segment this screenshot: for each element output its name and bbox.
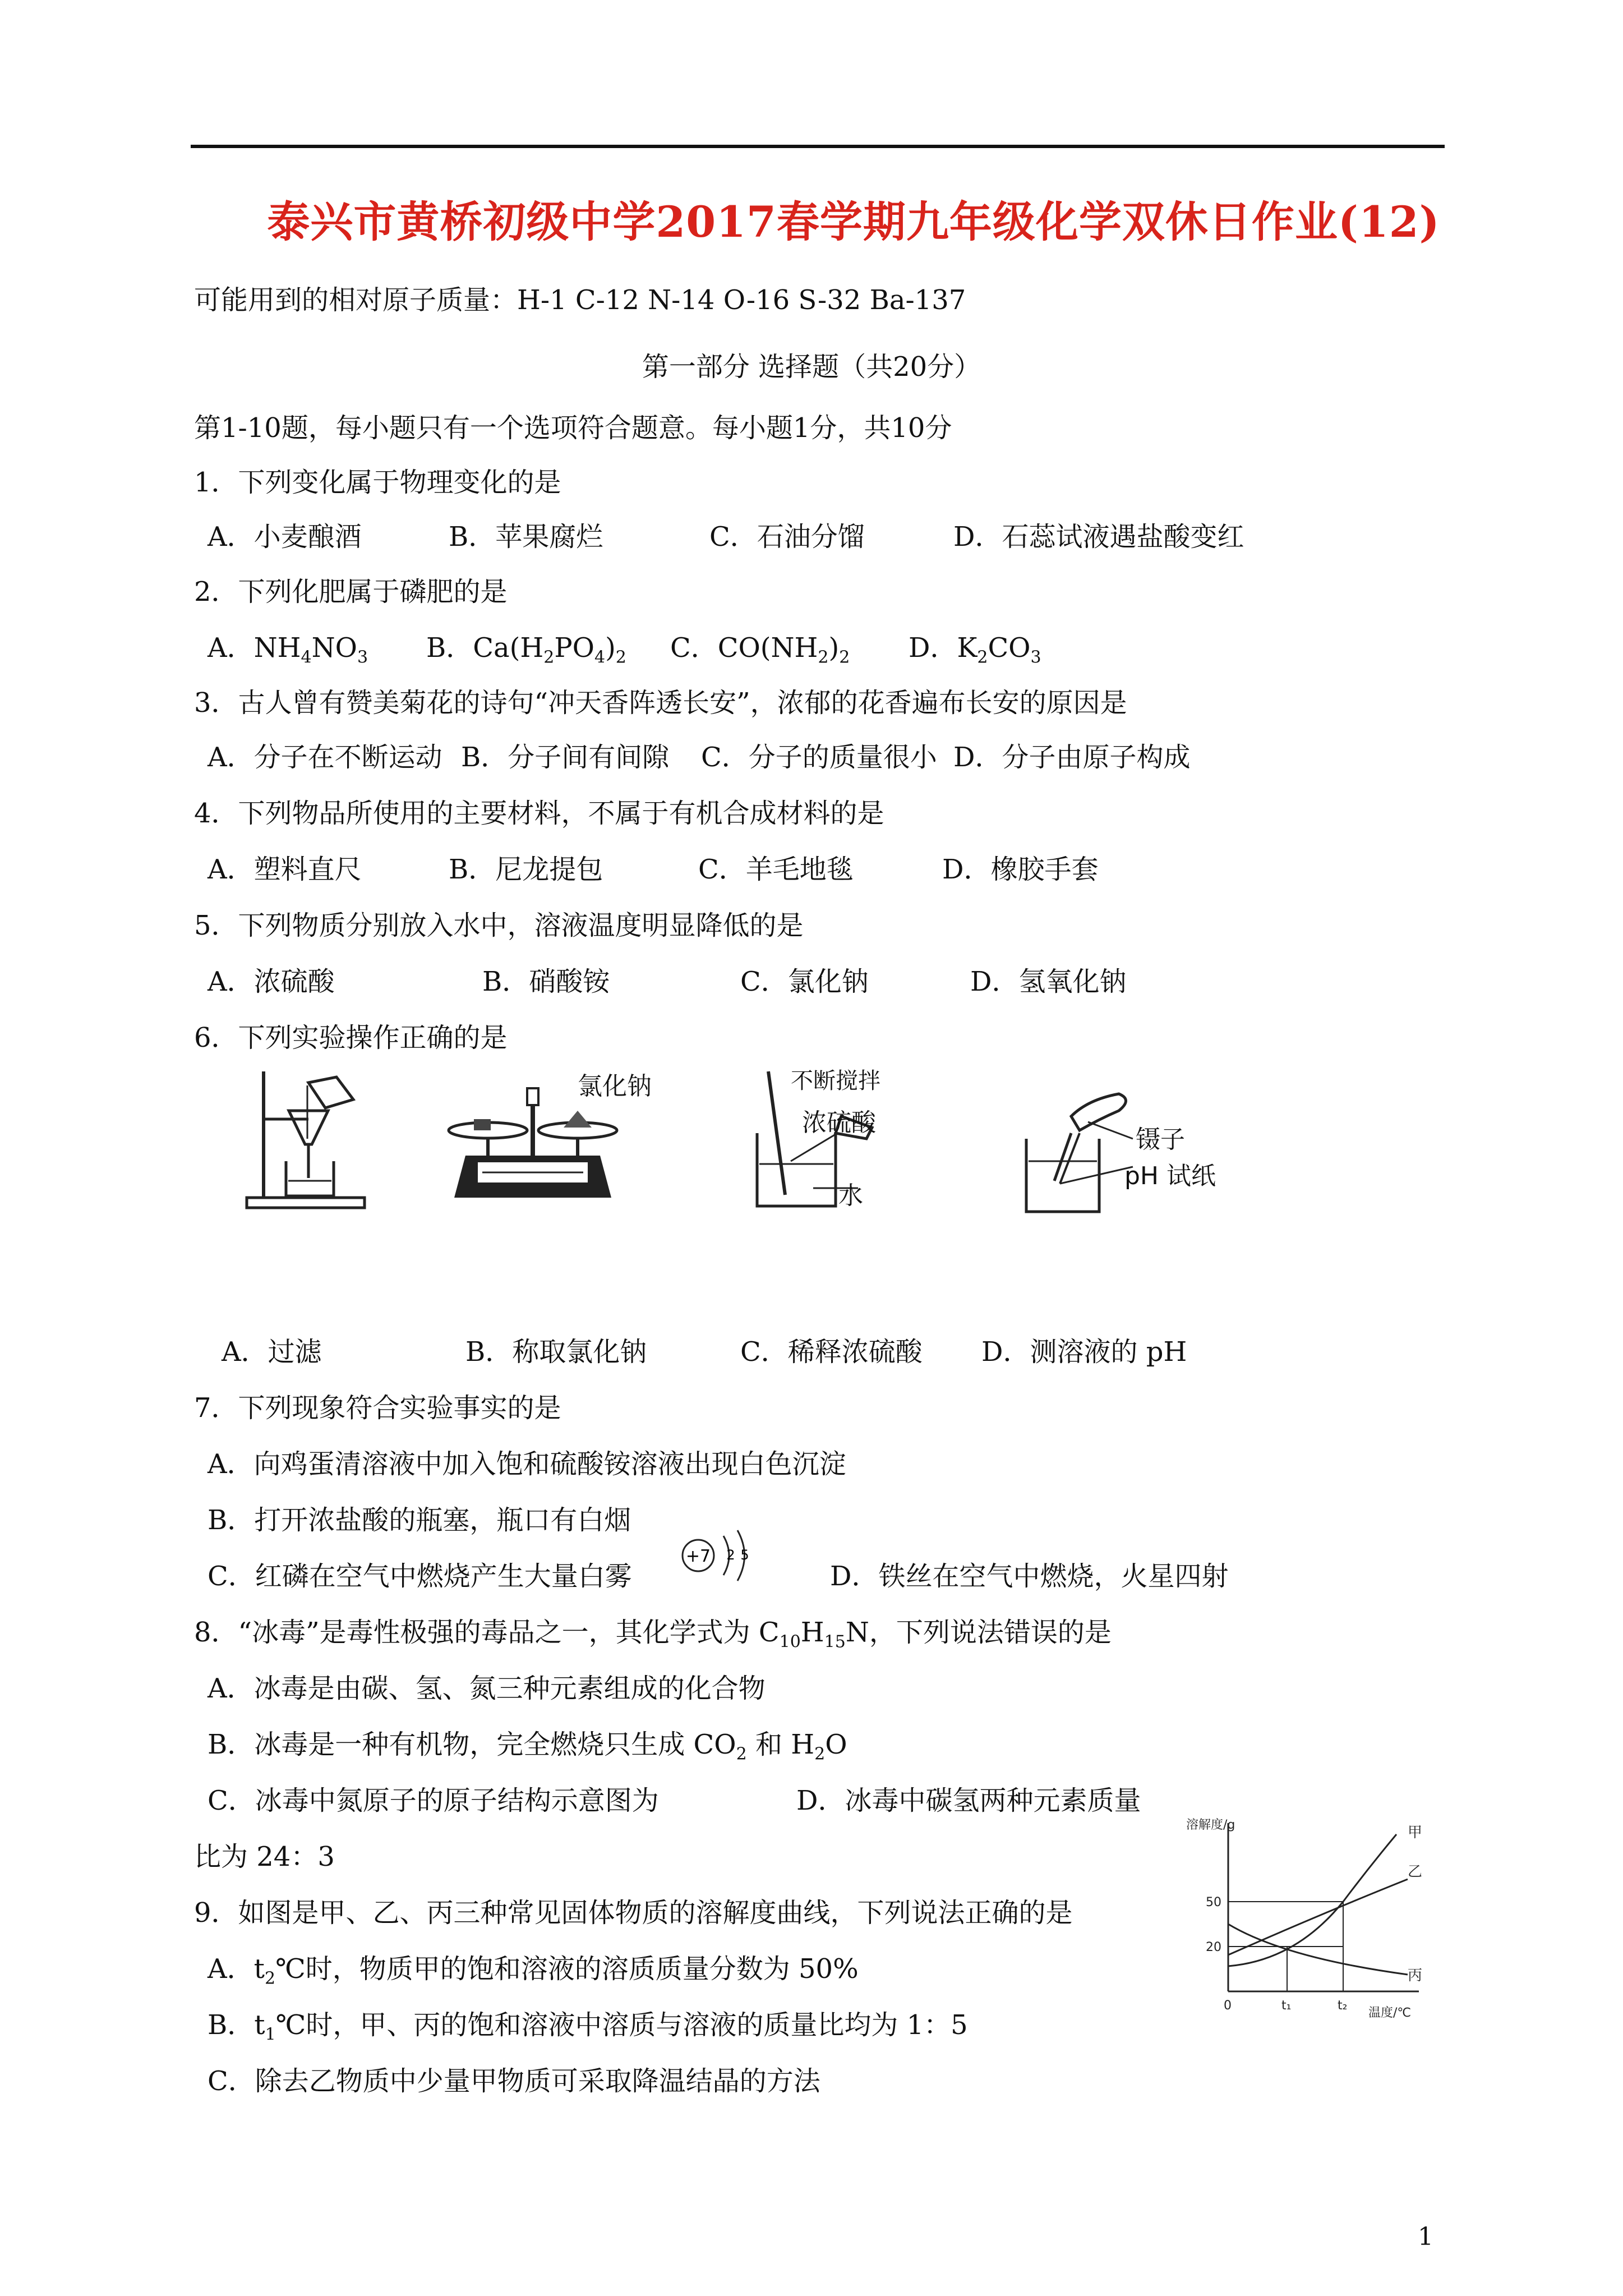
q5-stem: 5．下列物质分别放入水中，溶液温度明显降低的是 xyxy=(194,910,804,941)
atom-shell-2: 5 xyxy=(740,1547,749,1563)
q8-option-d: D．冰毒中碳氢两种元素质量 xyxy=(796,1785,1141,1816)
q9-option-b: B．$t_1℃$时，甲、丙的饱和溶液中溶质与溶液的质量比均为 1：5 xyxy=(208,2009,968,2045)
fig-d-label-tweezers: 镊子 xyxy=(1136,1125,1185,1154)
y-axis-label: 溶解度/g xyxy=(1186,1818,1235,1832)
q1-option-a: A．小麦酿酒 xyxy=(208,521,362,553)
q2-option-b: B．$Ca(H_2PO_4)_2$ xyxy=(426,632,626,668)
q4-stem: 4．下列物品所使用的主要材料，不属于有机合成材料的是 xyxy=(194,798,884,829)
atom-structure-diagram xyxy=(679,1525,763,1586)
q3-option-b: B．分子间有间隙 xyxy=(461,742,670,773)
q7-stem: 7．下列现象符合实验事实的是 xyxy=(194,1392,561,1424)
q5-option-b: B．硝酸铵 xyxy=(482,966,610,997)
q1-option-d: D．石蕊试液遇盐酸变红 xyxy=(953,521,1244,553)
header-rule xyxy=(191,145,1445,148)
series-label: 甲 xyxy=(1408,1824,1423,1841)
q3-option-c: C．分子的质量很小 xyxy=(701,742,937,773)
atom-nucleus: +7 xyxy=(685,1547,711,1566)
q7-option-a: A．向鸡蛋清溶液中加入饱和硫酸铵溶液出现白色沉淀 xyxy=(208,1448,846,1480)
x-tick-label: 0 xyxy=(1224,1999,1232,2013)
atom-shell-1: 2 xyxy=(726,1547,735,1563)
q6-option-a: A．过滤 xyxy=(222,1336,322,1368)
fig-d-label-ph-paper: pH 试纸 xyxy=(1124,1162,1216,1190)
q4-option-b: B．尼龙提包 xyxy=(449,854,603,885)
q6-option-b: B．称取氯化钠 xyxy=(465,1336,647,1368)
instructions: 第1-10题，每小题只有一个选项符合题意。每小题1分，共10分 xyxy=(194,412,952,444)
q6-stem: 6．下列实验操作正确的是 xyxy=(194,1022,508,1053)
q6-option-d: D．测溶液的 pH xyxy=(981,1336,1187,1368)
x-tick-label: t₂ xyxy=(1338,1999,1348,2013)
q8-option-c: C．冰毒中氮原子的原子结构示意图为 xyxy=(208,1785,659,1816)
q5-option-d: D．氢氧化钠 xyxy=(970,966,1127,997)
x-tick-label: t₁ xyxy=(1281,1999,1292,2013)
q4-option-d: D．橡胶手套 xyxy=(942,854,1099,885)
q5-option-a: A．浓硫酸 xyxy=(208,966,335,997)
y-tick-label: 20 xyxy=(1206,1940,1221,1954)
series-line xyxy=(1228,1924,1408,1975)
fig-c-label-water: 水 xyxy=(838,1181,863,1210)
q5-option-c: C．氯化钠 xyxy=(740,966,869,997)
q3-stem: 3．古人曾有赞美菊花的诗句“冲天香阵透长安”，浓郁的花香遍布长安的原因是 xyxy=(194,687,1127,719)
q1-stem: 1．下列变化属于物理变化的是 xyxy=(194,467,561,498)
q4-option-a: A．塑料直尺 xyxy=(208,854,362,885)
page-number: 1 xyxy=(1418,2223,1433,2251)
q1-option-b: B．苹果腐烂 xyxy=(449,521,603,553)
fig-c-label-acid: 浓硫酸 xyxy=(802,1108,876,1137)
series-label: 丙 xyxy=(1408,1967,1423,1984)
y-tick-label: 50 xyxy=(1206,1895,1221,1910)
q7-option-d: D．铁丝在空气中燃烧，火星四射 xyxy=(830,1561,1229,1592)
page-title: 泰兴市黄桥初级中学2017春学期九年级化学双休日作业(12) xyxy=(267,197,1440,247)
q2-stem: 2．下列化肥属于磷肥的是 xyxy=(194,576,508,608)
fig-c-label-stir: 不断搅拌 xyxy=(791,1068,880,1094)
q2-option-c: C．$CO(NH_2)_2$ xyxy=(670,632,850,668)
q8-option-b: B．冰毒是一种有机物，完全燃烧只生成 $CO_2$ 和 $H_2O$ xyxy=(208,1729,847,1764)
q9-option-a: A．$t_2℃$时，物质甲的饱和溶液的溶质质量分数为 50% xyxy=(208,1953,859,1989)
fig-b-label: 氯化钠 xyxy=(578,1072,652,1101)
filtration-figure xyxy=(241,1066,387,1217)
q6-option-c: C．稀释浓硫酸 xyxy=(740,1336,923,1368)
q8-option-d-continued: 比为 24：3 xyxy=(194,1841,335,1872)
q2-option-d: D．$K_2CO_3$ xyxy=(909,632,1041,668)
q3-option-a: A．分子在不断运动 xyxy=(208,742,442,773)
ph-test-figure xyxy=(1021,1077,1150,1217)
q9-stem: 9．如图是甲、乙、丙三种常见固体物质的溶解度曲线，下列说法正确的是 xyxy=(194,1897,1073,1929)
q9-option-c: C．除去乙物质中少量甲物质可采取降温结晶的方法 xyxy=(208,2065,820,2097)
q2-option-a: A．$NH_4NO_3$ xyxy=(208,632,368,668)
series-label: 乙 xyxy=(1408,1864,1423,1880)
q8-option-a: A．冰毒是由碳、氢、氮三种元素组成的化合物 xyxy=(208,1673,766,1704)
q4-option-c: C．羊毛地毯 xyxy=(698,854,854,885)
solubility-chart xyxy=(1183,1812,1430,2019)
atomic-masses: 可能用到的相对原子质量：H-1 C-12 N-14 O-16 S-32 Ba-137 xyxy=(194,284,966,316)
x-axis-label: 温度/℃ xyxy=(1368,2006,1412,2019)
series-line xyxy=(1228,1879,1408,1955)
q3-option-d: D．分子由原子构成 xyxy=(953,742,1191,773)
section-heading: 第一部分 选择题（共20分） xyxy=(642,351,981,383)
q7-option-b: B．打开浓盐酸的瓶塞，瓶口有白烟 xyxy=(208,1504,631,1536)
q1-option-c: C．石油分馏 xyxy=(709,521,865,553)
q8-stem: 8．“冰毒”是毒性极强的毒品之一，其化学式为 $C_{10}H_{15}N$，下列说法错误的是 xyxy=(194,1617,1112,1652)
q7-option-c: C．红磷在空气中燃烧产生大量白雾 xyxy=(208,1561,632,1592)
